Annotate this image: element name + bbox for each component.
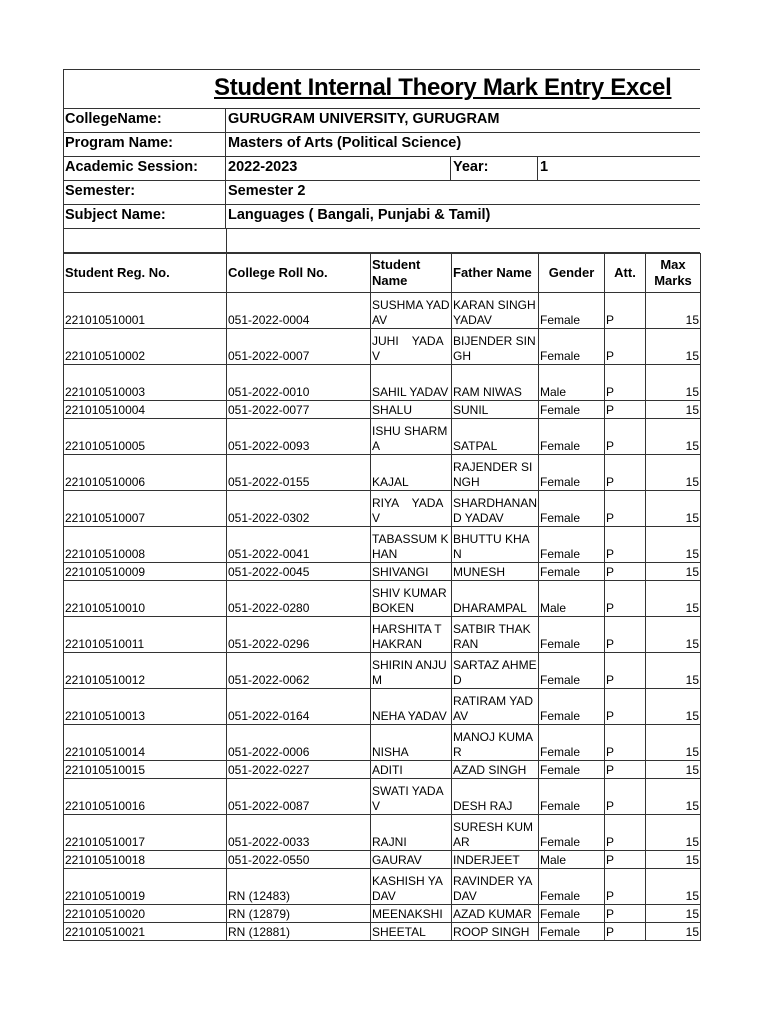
max-marks-cell[interactable]: 15 (646, 419, 701, 455)
col-header-reg: Student Reg. No. (64, 254, 227, 293)
attendance-cell[interactable]: P (605, 725, 646, 761)
semester-value[interactable]: Semester 2 (228, 183, 306, 199)
roll-cell[interactable]: RN (12483) (227, 869, 371, 905)
student-name-cell[interactable]: TABASSUM KHAN (371, 527, 452, 563)
attendance-cell[interactable]: P (605, 869, 646, 905)
gender-cell[interactable]: Female (539, 617, 605, 653)
student-name-cell[interactable]: SHALU (371, 401, 452, 419)
roll-cell[interactable]: 051-2022-0041 (227, 527, 371, 563)
college-row (63, 109, 700, 133)
father-name-cell[interactable]: BHUTTU KHAN (452, 527, 539, 563)
student-name-cell[interactable]: NEHA YADAV (371, 689, 452, 725)
attendance-cell[interactable]: P (605, 851, 646, 869)
col-header-att: Att. (605, 254, 646, 293)
year-value[interactable]: 1 (540, 159, 549, 175)
roll-cell[interactable]: 051-2022-0296 (227, 617, 371, 653)
father-name-cell[interactable]: RATIRAM YADAV (452, 689, 539, 725)
father-name-cell[interactable]: AZAD SINGH (452, 761, 539, 779)
father-name-cell[interactable]: ROOP SINGH (452, 923, 539, 941)
attendance-cell[interactable]: P (605, 527, 646, 563)
reg-cell[interactable]: 221010510003 (64, 365, 227, 401)
gender-cell[interactable]: Female (539, 779, 605, 815)
father-name-cell[interactable]: SATPAL (452, 419, 539, 455)
attendance-cell[interactable]: P (605, 905, 646, 923)
max-marks-cell[interactable]: 15 (646, 329, 701, 365)
college-value[interactable]: GURUGRAM UNIVERSITY, GURUGRAM (228, 111, 500, 127)
col-header-max: Max Marks (646, 254, 701, 293)
roll-cell[interactable]: 051-2022-0280 (227, 581, 371, 617)
max-marks-cell[interactable]: 15 (646, 527, 701, 563)
max-marks-cell[interactable]: 15 (646, 725, 701, 761)
empty-cell[interactable] (64, 229, 227, 252)
college-label: CollegeName: (64, 109, 226, 132)
gender-cell[interactable]: Female (539, 653, 605, 689)
max-marks-cell[interactable]: 15 (646, 869, 701, 905)
roll-cell[interactable]: 051-2022-0302 (227, 491, 371, 527)
table-row (64, 401, 701, 419)
reg-cell[interactable]: 221010510008 (64, 527, 227, 563)
father-name-cell[interactable]: KARAN SINGH YADAV (452, 293, 539, 329)
gender-cell[interactable]: Female (539, 293, 605, 329)
table-row (64, 365, 701, 401)
table-row (64, 725, 701, 761)
gender-cell[interactable]: Male (539, 365, 605, 401)
gender-cell[interactable]: Female (539, 761, 605, 779)
roll-cell[interactable]: 051-2022-0077 (227, 401, 371, 419)
max-marks-cell[interactable]: 15 (646, 365, 701, 401)
gender-cell[interactable]: Female (539, 815, 605, 851)
gender-cell[interactable]: Male (539, 851, 605, 869)
father-name-cell[interactable]: SHARDHANAND YADAV (452, 491, 539, 527)
roll-cell[interactable]: 051-2022-0004 (227, 293, 371, 329)
father-name-cell[interactable]: MANOJ KUMAR (452, 725, 539, 761)
semester-row (63, 181, 700, 205)
gender-cell[interactable]: Male (539, 581, 605, 617)
reg-cell[interactable]: 221010510020 (64, 905, 227, 923)
reg-cell[interactable]: 221010510015 (64, 761, 227, 779)
table-row (64, 455, 701, 491)
gender-cell[interactable]: Female (539, 527, 605, 563)
gender-cell[interactable]: Female (539, 725, 605, 761)
attendance-cell[interactable]: P (605, 581, 646, 617)
roll-cell[interactable]: 051-2022-0550 (227, 851, 371, 869)
subject-row (63, 205, 700, 229)
father-name-cell[interactable]: BIJENDER SINGH (452, 329, 539, 365)
gender-cell[interactable]: Female (539, 869, 605, 905)
roll-cell[interactable]: 051-2022-0033 (227, 815, 371, 851)
subject-value[interactable]: Languages ( Bangali, Punjabi & Tamil) (228, 207, 491, 223)
reg-cell[interactable]: 221010510013 (64, 689, 227, 725)
attendance-cell[interactable]: P (605, 815, 646, 851)
student-name-cell[interactable]: ISHU SHARMA (371, 419, 452, 455)
table-row (64, 491, 701, 527)
table-row (64, 815, 701, 851)
roll-cell[interactable]: 051-2022-0010 (227, 365, 371, 401)
attendance-cell[interactable]: P (605, 491, 646, 527)
max-marks-cell[interactable]: 15 (646, 779, 701, 815)
reg-cell[interactable]: 221010510001 (64, 293, 227, 329)
roll-cell[interactable]: RN (12881) (227, 923, 371, 941)
max-marks-cell[interactable]: 15 (646, 455, 701, 491)
max-marks-cell[interactable]: 15 (646, 293, 701, 329)
reg-cell[interactable]: 221010510010 (64, 581, 227, 617)
session-value[interactable]: 2022-2023 (226, 157, 451, 180)
gender-cell[interactable]: Female (539, 563, 605, 581)
table-row (64, 779, 701, 815)
table-row (64, 581, 701, 617)
reg-cell[interactable]: 221010510012 (64, 653, 227, 689)
sheet-header (63, 69, 700, 253)
attendance-cell[interactable]: P (605, 779, 646, 815)
father-name-cell[interactable]: SURESH KUMAR (452, 815, 539, 851)
student-name-cell[interactable]: KASHISH YADAV (371, 869, 452, 905)
father-name-cell[interactable]: AZAD KUMAR (452, 905, 539, 923)
max-marks-cell[interactable]: 15 (646, 851, 701, 869)
father-name-cell[interactable]: RAJENDER SINGH (452, 455, 539, 491)
reg-cell[interactable]: 221010510016 (64, 779, 227, 815)
student-name-cell[interactable]: MEENAKSHI (371, 905, 452, 923)
attendance-cell[interactable]: P (605, 365, 646, 401)
reg-cell[interactable]: 221010510005 (64, 419, 227, 455)
student-name-cell[interactable]: RIYA YADAV (371, 491, 452, 527)
col-header-name: Student Name (371, 254, 452, 293)
gender-cell[interactable]: Female (539, 455, 605, 491)
table-row (64, 419, 701, 455)
max-marks-cell[interactable]: 15 (646, 689, 701, 725)
table-row (64, 653, 701, 689)
father-name-cell[interactable]: RAVINDER YADAV (452, 869, 539, 905)
table-row (64, 293, 701, 329)
father-name-cell[interactable]: MUNESH (452, 563, 539, 581)
attendance-cell[interactable]: P (605, 401, 646, 419)
gender-cell[interactable]: Female (539, 491, 605, 527)
max-marks-cell[interactable]: 15 (646, 923, 701, 941)
attendance-cell[interactable]: P (605, 563, 646, 581)
reg-cell[interactable]: 221010510018 (64, 851, 227, 869)
program-label: Program Name: (64, 133, 226, 156)
reg-cell[interactable]: 221010510007 (64, 491, 227, 527)
roll-cell[interactable]: 051-2022-0006 (227, 725, 371, 761)
reg-cell[interactable]: 221010510017 (64, 815, 227, 851)
roll-cell[interactable]: 051-2022-0155 (227, 455, 371, 491)
gender-cell[interactable]: Female (539, 419, 605, 455)
student-name-cell[interactable]: KAJAL (371, 455, 452, 491)
roll-cell[interactable]: 051-2022-0045 (227, 563, 371, 581)
table-row (64, 689, 701, 725)
gender-cell[interactable]: Female (539, 329, 605, 365)
session-label: Academic Session: (64, 157, 226, 180)
attendance-cell[interactable]: P (605, 653, 646, 689)
roll-cell[interactable]: RN (12879) (227, 905, 371, 923)
max-marks-cell[interactable]: 15 (646, 401, 701, 419)
roll-cell[interactable]: 051-2022-0087 (227, 779, 371, 815)
max-marks-cell[interactable]: 15 (646, 815, 701, 851)
table-row (64, 851, 701, 869)
attendance-cell[interactable]: P (605, 329, 646, 365)
table-row (64, 761, 701, 779)
student-name-cell[interactable]: SWATI YADAV (371, 779, 452, 815)
empty-row (63, 229, 700, 253)
table-row (64, 563, 701, 581)
father-name-cell[interactable]: DHARAMPAL (452, 581, 539, 617)
student-name-cell[interactable]: SHIVANGI (371, 563, 452, 581)
student-name-cell[interactable]: HARSHITA THAKRAN (371, 617, 452, 653)
attendance-cell[interactable]: P (605, 689, 646, 725)
reg-cell[interactable]: 221010510004 (64, 401, 227, 419)
max-marks-cell[interactable]: 15 (646, 617, 701, 653)
father-name-cell[interactable]: SATBIR THAKRAN (452, 617, 539, 653)
marks-table (63, 253, 701, 941)
student-name-cell[interactable]: JUHI YADAV (371, 329, 452, 365)
table-row (64, 869, 701, 905)
reg-cell[interactable]: 221010510014 (64, 725, 227, 761)
max-marks-cell[interactable]: 15 (646, 761, 701, 779)
roll-cell[interactable]: 051-2022-0227 (227, 761, 371, 779)
student-name-cell[interactable]: NISHA (371, 725, 452, 761)
reg-cell[interactable]: 221010510011 (64, 617, 227, 653)
program-value[interactable]: Masters of Arts (Political Science) (228, 135, 462, 151)
student-name-cell[interactable]: SHIV KUMAR BOKEN (371, 581, 452, 617)
roll-cell[interactable]: 051-2022-0164 (227, 689, 371, 725)
gender-cell[interactable]: Female (539, 923, 605, 941)
table-header-row (64, 254, 701, 293)
title-row (63, 69, 700, 109)
attendance-cell[interactable]: P (605, 923, 646, 941)
subject-label: Subject Name: (64, 205, 226, 228)
roll-cell[interactable]: 051-2022-0062 (227, 653, 371, 689)
father-name-cell[interactable]: RAM NIWAS (452, 365, 539, 401)
reg-cell[interactable]: 221010510009 (64, 563, 227, 581)
student-name-cell[interactable]: RAJNI (371, 815, 452, 851)
attendance-cell[interactable]: P (605, 761, 646, 779)
student-name-cell[interactable]: SHIRIN ANJUM (371, 653, 452, 689)
student-name-cell[interactable]: SAHIL YADAV (371, 365, 452, 401)
max-marks-cell[interactable]: 15 (646, 581, 701, 617)
father-name-cell[interactable]: SARTAZ AHMED (452, 653, 539, 689)
gender-cell[interactable]: Female (539, 401, 605, 419)
student-name-cell[interactable]: SHEETAL (371, 923, 452, 941)
table-row (64, 905, 701, 923)
table-row (64, 617, 701, 653)
max-marks-cell[interactable]: 15 (646, 563, 701, 581)
roll-cell[interactable]: 051-2022-0093 (227, 419, 371, 455)
max-marks-cell[interactable]: 15 (646, 905, 701, 923)
col-header-gender: Gender (539, 254, 605, 293)
father-name-cell[interactable]: DESH RAJ (452, 779, 539, 815)
gender-cell[interactable]: Female (539, 689, 605, 725)
max-marks-cell[interactable]: 15 (646, 653, 701, 689)
table-row (64, 527, 701, 563)
student-name-cell[interactable]: ADITI (371, 761, 452, 779)
reg-cell[interactable]: 221010510002 (64, 329, 227, 365)
year-label: Year: (451, 157, 538, 180)
max-marks-cell[interactable]: 15 (646, 491, 701, 527)
reg-cell[interactable]: 221010510019 (64, 869, 227, 905)
table-row (64, 923, 701, 941)
attendance-cell[interactable]: P (605, 455, 646, 491)
page-title: Student Internal Theory Mark Entry Excel (214, 74, 672, 101)
reg-cell[interactable]: 221010510021 (64, 923, 227, 941)
attendance-cell[interactable]: P (605, 617, 646, 653)
roll-cell[interactable]: 051-2022-0007 (227, 329, 371, 365)
gender-cell[interactable]: Female (539, 905, 605, 923)
program-row (63, 133, 700, 157)
father-name-cell[interactable]: SUNIL (452, 401, 539, 419)
student-name-cell[interactable]: SUSHMA YADAV (371, 293, 452, 329)
attendance-cell[interactable]: P (605, 293, 646, 329)
col-header-roll: College Roll No. (227, 254, 371, 293)
attendance-cell[interactable]: P (605, 419, 646, 455)
table-row (64, 329, 701, 365)
student-name-cell[interactable]: GAURAV (371, 851, 452, 869)
col-header-father: Father Name (452, 254, 539, 293)
semester-label: Semester: (64, 181, 226, 204)
father-name-cell[interactable]: INDERJEET (452, 851, 539, 869)
session-row (63, 157, 700, 181)
reg-cell[interactable]: 221010510006 (64, 455, 227, 491)
